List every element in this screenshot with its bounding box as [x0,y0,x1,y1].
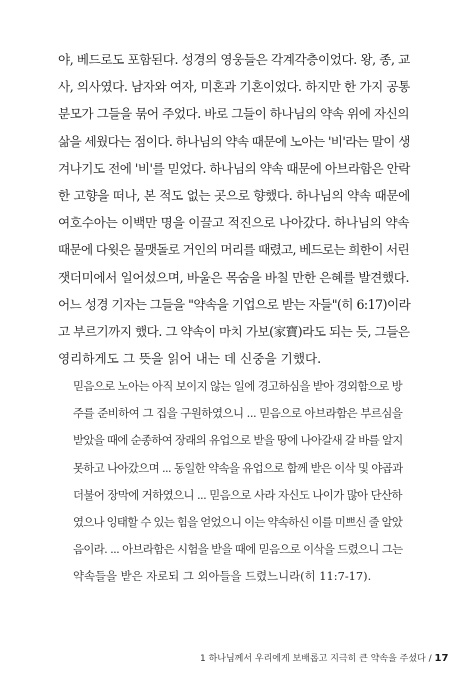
quote-line: 못하고 나아갔으며 ... 동일한 약속을 유업으로 함께 받은 이삭 및 야곱과 [73,460,403,475]
running-header-chapter-title: 1 하나님께서 우리에게 보배롭고 지극히 큰 약속을 주셨다 / [200,654,432,664]
page-footer [200,651,449,664]
body-line: 겨나기도 전에 '비'를 믿었다. 하나님의 약속 때문에 아브라함은 안락 [58,160,410,176]
body-line: 고 부르기까지 했다. 그 약속이 마치 가보(家寶)라도 되는 듯, 그들은 [58,324,410,340]
quote-line: 음이라. ... 아브라함은 시험을 받을 때에 믿음으로 이삭을 드렸으니 그는 [73,542,403,557]
page-number: 17 [434,653,449,664]
quote-line: 약속들을 받은 자로되 그 외아들을 드렸느니라(히 11:7-17). [73,569,372,584]
body-line: 때문에 다윗은 물맷돌로 거인의 머리를 때렸고, 베드로는 희한이 서린 [58,242,409,258]
body-line: 삶을 세웠다는 점이다. 하나님의 약속 때문에 노아는 '비'라는 말이 생 [58,133,410,149]
body-line: 사, 의사였다. 남자와 여자, 미혼과 기혼이었다. 하지만 한 가지 공통 [58,79,410,95]
body-line: 분모가 그들을 묶어 주었다. 바로 그들이 하나님의 약속 위에 자신의 [58,106,410,122]
body-line: 영리하게도 그 뜻을 읽어 내는 데 신중을 기했다. [58,351,322,367]
body-line: 잿더미에서 일어섰으며, 바울은 목숨을 바칠 만한 은혜를 발견했다. [58,269,410,285]
body-line: 한 고향을 떠나, 본 적도 없는 곳으로 향했다. 하나님의 약속 때문에 [58,188,411,204]
quote-line: 믿음으로 노아는 아직 보이지 않는 일에 경고하심을 받아 경외함으로 방 [73,379,403,393]
quote-line: 받았을 때에 순종하여 장래의 유업으로 받을 땅에 나아갈새 갈 바를 알지 [73,433,403,448]
quote-line: 였으나 잉태할 수 있는 힘을 얻었으니 이는 약속하신 이를 미쁘신 줄 알았 [73,515,403,530]
body-line: 여호수아는 이백만 명을 이끌고 적진으로 나아갔다. 하나님의 약속 [58,215,410,231]
quote-line: 주를 준비하여 그 집을 구원하였으니 ... 믿음으로 아브라함은 부르심을 [73,406,403,421]
quote-line: 더불어 장막에 거하였으니 ... 믿음으로 사라 자신도 나이가 많아 단산하 [73,487,402,502]
body-line: 야, 베드로도 포함된다. 성경의 영웅들은 각계각층이었다. 왕, 종, 교 [58,52,410,67]
scripture-quote [73,373,403,591]
body-text [58,46,410,372]
body-line: 어느 성경 기자는 그들을 "약속을 기업으로 받는 자들"(히 6:17)이라 [58,296,411,312]
